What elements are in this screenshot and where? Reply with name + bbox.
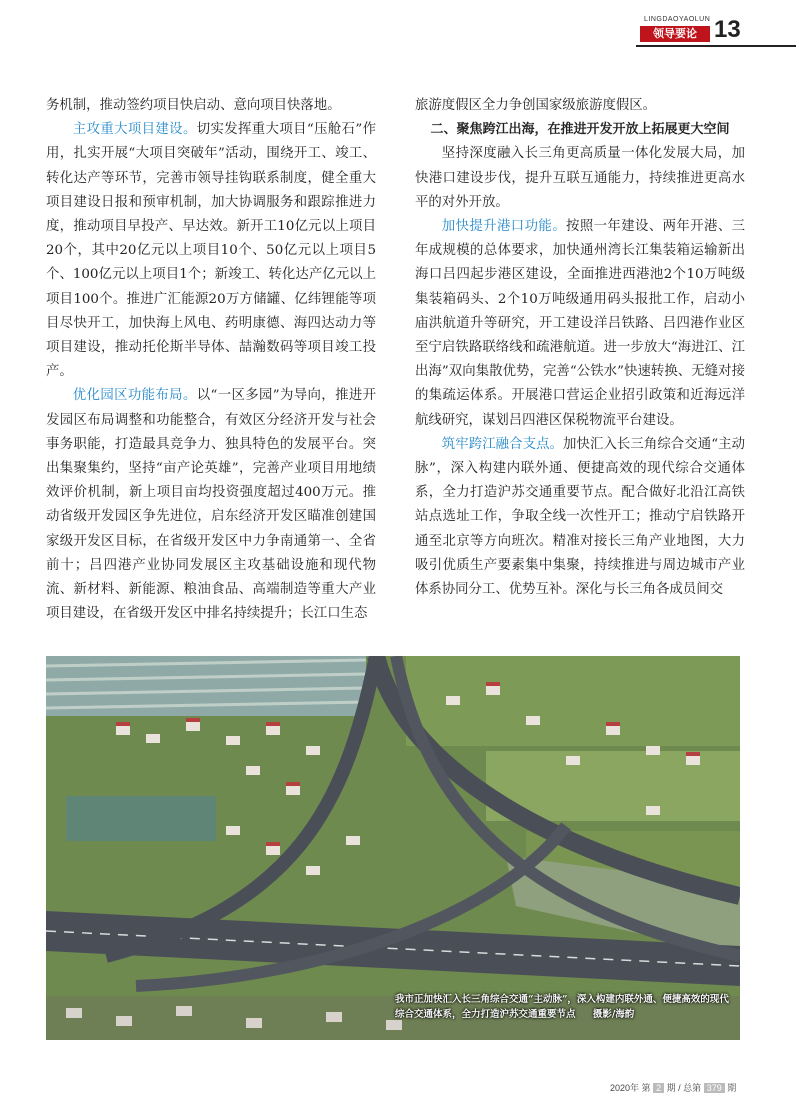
caption-text: 我市正加快汇入长三角综合交通“主动脉”，深入构建内联外通、便捷高效的现代综合交通体系，全力打造沪苏交通重要节点 <box>395 994 729 1020</box>
page-footer <box>610 1081 736 1094</box>
section-lead-port-function: 加快提升港口功能。 <box>441 219 567 235</box>
right-paragraph-4 <box>415 433 745 602</box>
photo-caption <box>395 992 735 1022</box>
left-column <box>46 94 376 626</box>
column-name: 领导要论 <box>640 26 710 42</box>
column-pinyin: LINGDAOYAOLUN <box>644 16 711 23</box>
footer-sep: / <box>678 1083 681 1093</box>
right-paragraph-3-body: 按照一年建设、两年开港、三年成规模的总体要求，加快通州湾长江集装箱运输新出海口吕四起步港区建设，全面推进西港池2个10万吨级集装箱码头、2个10万吨级通用码头报批工作，启动小庙洪航道升等研究，开工建设洋吕铁路、吕四港作业区至宁启铁路联络线和疏港航道。进一步放大“海进江、江出海”双向集散优势，完善“公铁水”快速转换、无缝对接的集疏运体系。开展港口营运企业招引政策和近海远洋航线研究，谋划吕四港区保税物流平台建设。 <box>415 219 746 428</box>
footer-total-label: 总第 <box>683 1083 702 1093</box>
section-lead-major-projects: 主攻重大项目建设。 <box>72 122 197 138</box>
left-paragraph-1: 务机制，推动签约项目快启动、意向项目快落地。 <box>46 98 341 113</box>
left-paragraph-3 <box>46 384 376 626</box>
footer-qi: 期 <box>666 1083 676 1093</box>
left-paragraph-2 <box>46 118 376 384</box>
right-paragraph-3 <box>415 215 745 433</box>
page-header <box>636 14 796 48</box>
header-rule <box>636 45 796 47</box>
right-paragraph-4-body: 加快汇入长三角综合交通“主动脉”，深入构建内联外通、便捷高效的现代综合交通体系，全力打造沪苏交通重要节点。配合做好北沿江高铁站点选址工作，争取全线一次性开工；推动宁启铁路开通至北京等方向班次。精准对接长三角产业地图，大力吸引优质生产要素集中集聚，持续推进与周边城市产业体系协同分工、优势互补。深化与长三角各成员间交 <box>415 436 745 598</box>
footer-issue: 2 <box>653 1083 664 1093</box>
section-heading: 二、聚焦跨江出海，在推进开发开放上拓展更大空间 <box>430 122 730 138</box>
left-paragraph-3-body: 以“一区多园”为导向，推进开发园区布局调整和功能整合，有效区分经济开发与社会事务职能，打造最具竞争力、独具特色的发展平台。突出集聚集约，坚持“亩产论英雄”，完善产业项目用地绩效评价机制，新上项目亩均投资强度超过400万元。推动省级开发园区争先进位，启东经济开发区瞄准创建国家级开发区目标，在省级开发区中力争南通第一、全省前十；吕四港产业协同发展区主攻基础设施和现代物流、新材料、新能源、粮油食品、高端制造等重大产业项目建设，在省级开发区中排名持续提升；长江口生态 <box>46 388 376 622</box>
right-paragraph-2: 坚持深度融入长三角更高质量一体化发展大局，加快港口建设步伐，提升互联互通能力，持续推进更高水平的对外开放。 <box>415 146 745 210</box>
section-lead-park-layout: 优化园区功能布局。 <box>72 388 197 404</box>
right-paragraph-1: 旅游度假区全力争创国家级旅游度假区。 <box>415 98 657 113</box>
footer-total: 379 <box>704 1083 725 1093</box>
aerial-highway-photo <box>46 656 740 1040</box>
footer-di: 第 <box>641 1083 651 1093</box>
photo-credit: 摄影/海韵 <box>592 1009 635 1020</box>
right-column <box>415 94 745 602</box>
left-paragraph-2-body: 切实发挥重大项目“压舱石”作用，扎实开展“大项目突破年”活动，围绕开工、竣工、转化达产等环节，完善市领导挂钩联系制度，健全重大项目建设日报和预审机制，加大协调服务和跟踪推进力度，推动项目早投产、早达效。新开工10亿元以上项目20个，其中20亿元以上项目10个、50亿元以上项目5个、100亿元以上项目1个；新竣工、转化达产亿元以上项目100个。推进广汇能源20万方储罐、亿纬锂能等项目尽快开工，加快海上风电、药明康德、海四达动力等项目建设，推动托伦斯半导体、喆瀚数码等项目竣工投产。 <box>46 122 376 380</box>
section-lead-cross-river: 筑牢跨江融合支点。 <box>441 436 564 452</box>
aerial-photo-illustration <box>46 656 740 1040</box>
footer-year: 2020年 <box>610 1083 640 1093</box>
footer-qi2: 期 <box>727 1083 737 1093</box>
page-number: 13 <box>714 16 741 43</box>
